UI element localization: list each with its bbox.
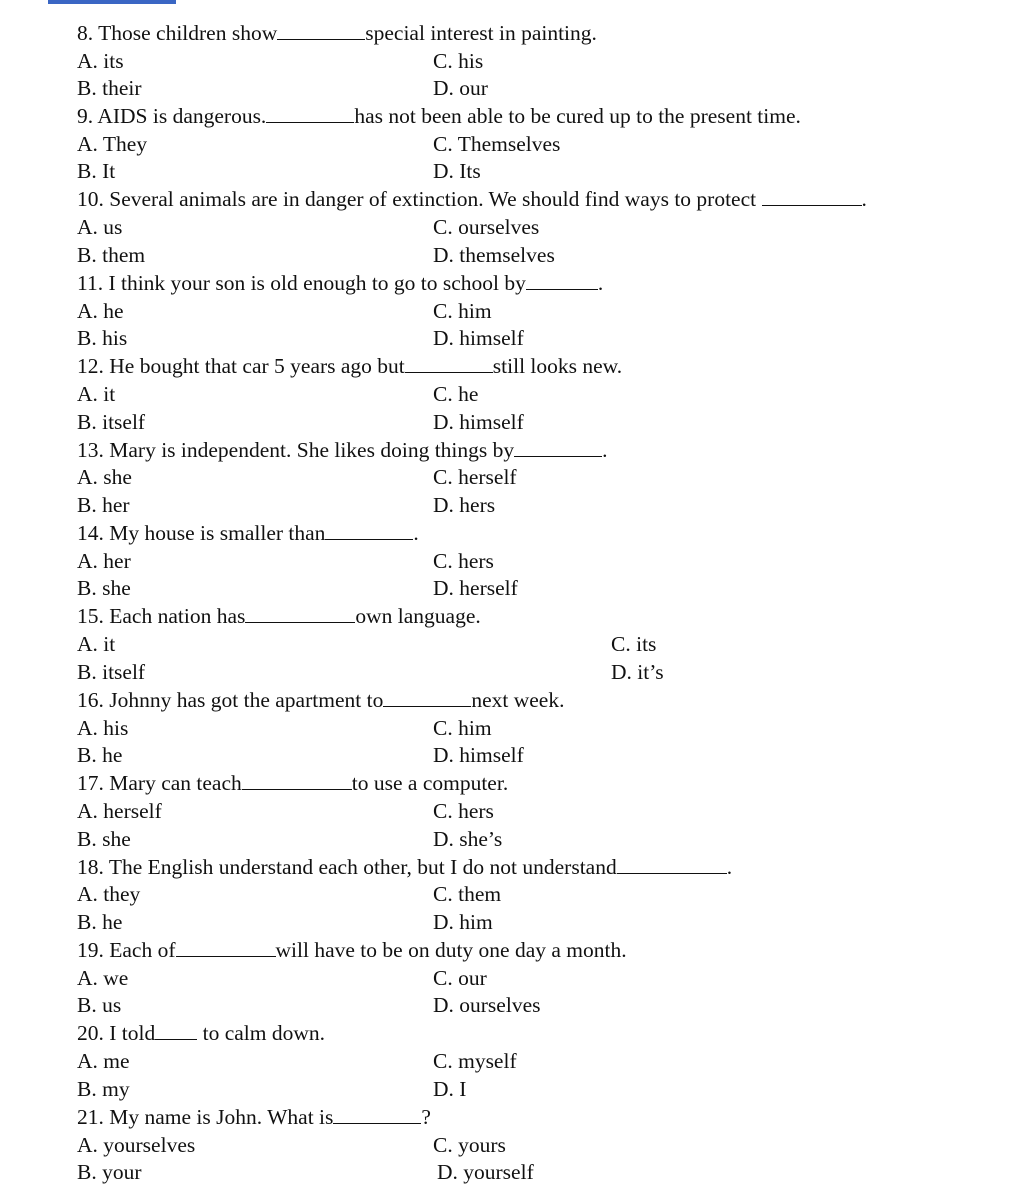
question-number: 18. [77,855,104,879]
question-text: He bought that car 5 years ago but [103,354,405,378]
option-b: B. he [77,743,123,767]
question-9 [77,102,801,130]
question-text-end: to use a computer. [351,771,509,795]
question-15 [77,602,481,630]
answer-blank [325,521,413,540]
question-text-end: . [597,271,604,295]
answer-blank [266,104,354,123]
question-number: 12. [77,354,104,378]
question-17 [77,769,508,797]
option-d: D. our [433,76,488,100]
option-b: B. itself [77,660,146,684]
answer-blank [333,1105,421,1124]
question-13 [77,436,608,464]
question-10 [77,185,867,213]
question-text: AIDS is dangerous. [93,104,267,128]
question-text: My name is John. What is [103,1105,334,1129]
option-a: A. he [77,299,124,323]
question-number: 8. [77,21,94,45]
option-c: C. hers [433,549,494,573]
option-d: D. himself [433,410,524,434]
option-b: B. your [77,1160,142,1184]
option-b: B. It [77,159,116,183]
option-b: B. us [77,993,122,1017]
option-a: A. his [77,716,129,740]
option-b: B. she [77,576,131,600]
question-21 [77,1103,431,1131]
question-text-end: . [726,855,733,879]
option-c: C. him [433,716,492,740]
option-b: B. my [77,1077,130,1101]
question-text: Johnny has got the apartment to [103,688,384,712]
option-d: D. I [433,1077,467,1101]
question-text-end: will have to be on duty one day a month. [275,938,627,962]
answer-blank [526,271,598,290]
option-c: C. its [611,632,657,656]
question-text-end: own language. [355,604,481,628]
question-number: 14. [77,521,104,545]
option-b: B. itself [77,410,146,434]
option-a: A. yourselves [77,1133,196,1157]
answer-blank [617,855,727,874]
question-text-end: has not been able to be cured up to the present time. [354,104,801,128]
option-c: C. he [433,382,479,406]
question-text: I think your son is old enough to go to school by [103,271,526,295]
question-number: 9. [77,104,94,128]
question-number: 15. [77,604,104,628]
question-14 [77,519,419,547]
option-d: D. hers [433,493,496,517]
option-d: D. yourself [437,1160,534,1184]
answer-blank [383,688,471,707]
option-c: C. herself [433,465,517,489]
option-d: D. ourselves [433,993,541,1017]
option-c: C. Themselves [433,132,561,156]
question-text: Each nation has [103,604,246,628]
answer-blank [762,187,862,206]
option-a: A. They [77,132,148,156]
question-text: Mary can teach [103,771,242,795]
question-text-end: to calm down. [197,1021,326,1045]
option-a: A. she [77,465,132,489]
answer-blank [405,354,493,373]
question-text: Mary is independent. She likes doing things by [103,438,515,462]
option-a: A. her [77,549,131,573]
question-20 [77,1019,325,1047]
option-a: A. me [77,1049,130,1073]
option-c: C. hers [433,799,494,823]
option-c: C. yours [433,1133,506,1157]
answer-blank [176,938,276,957]
answer-blank [277,21,365,40]
question-text-end: still looks new. [492,354,623,378]
answer-blank [514,438,602,457]
question-number: 16. [77,688,104,712]
question-text: Each of [103,938,176,962]
question-number: 17. [77,771,104,795]
option-b: B. them [77,243,146,267]
question-number: 11. [77,271,104,295]
option-a: A. its [77,49,124,73]
option-a: A. we [77,966,129,990]
question-text: The English understand each other, but I do not understand [103,855,617,879]
option-d: D. him [433,910,493,934]
option-d: D. himself [433,743,524,767]
option-d: D. it’s [611,660,664,684]
option-c: C. ourselves [433,215,540,239]
question-text-end: . [413,521,419,545]
question-text-end: ? [421,1105,431,1129]
answer-blank [245,604,355,623]
question-text: Those children show [93,21,278,45]
question-number: 20. [77,1021,104,1045]
answer-blank [242,771,352,790]
option-c: C. our [433,966,487,990]
question-16 [77,686,564,714]
question-text-end: next week. [471,688,565,712]
option-c: C. myself [433,1049,517,1073]
option-b: B. her [77,493,130,517]
option-b: B. his [77,326,128,350]
question-text: My house is smaller than [103,521,326,545]
answer-blank [155,1021,197,1040]
question-number: 10. [77,187,104,211]
option-c: C. him [433,299,492,323]
option-d: D. themselves [433,243,555,267]
option-b: B. their [77,76,142,100]
option-a: A. us [77,215,123,239]
option-c: C. his [433,49,484,73]
option-d: D. Its [433,159,481,183]
question-number: 13. [77,438,104,462]
question-text: I told [103,1021,156,1045]
option-d: D. himself [433,326,524,350]
option-a: A. it [77,632,116,656]
question-text-end: . [861,187,867,211]
question-text: Several animals are in danger of extinction. We should find ways to protect [103,187,762,211]
option-b: B. she [77,827,131,851]
question-12 [77,352,622,380]
option-a: A. it [77,382,116,406]
question-text-end: . [602,438,608,462]
question-18 [77,853,732,881]
option-d: D. herself [433,576,518,600]
option-d: D. she’s [433,827,503,851]
question-8 [77,19,597,47]
question-number: 19. [77,938,104,962]
question-text-end: special interest in painting. [365,21,597,45]
option-c: C. them [433,882,502,906]
question-number: 21. [77,1105,104,1129]
option-b: B. he [77,910,123,934]
question-19 [77,936,627,964]
option-a: A. they [77,882,141,906]
question-11 [77,269,603,297]
option-a: A. herself [77,799,162,823]
